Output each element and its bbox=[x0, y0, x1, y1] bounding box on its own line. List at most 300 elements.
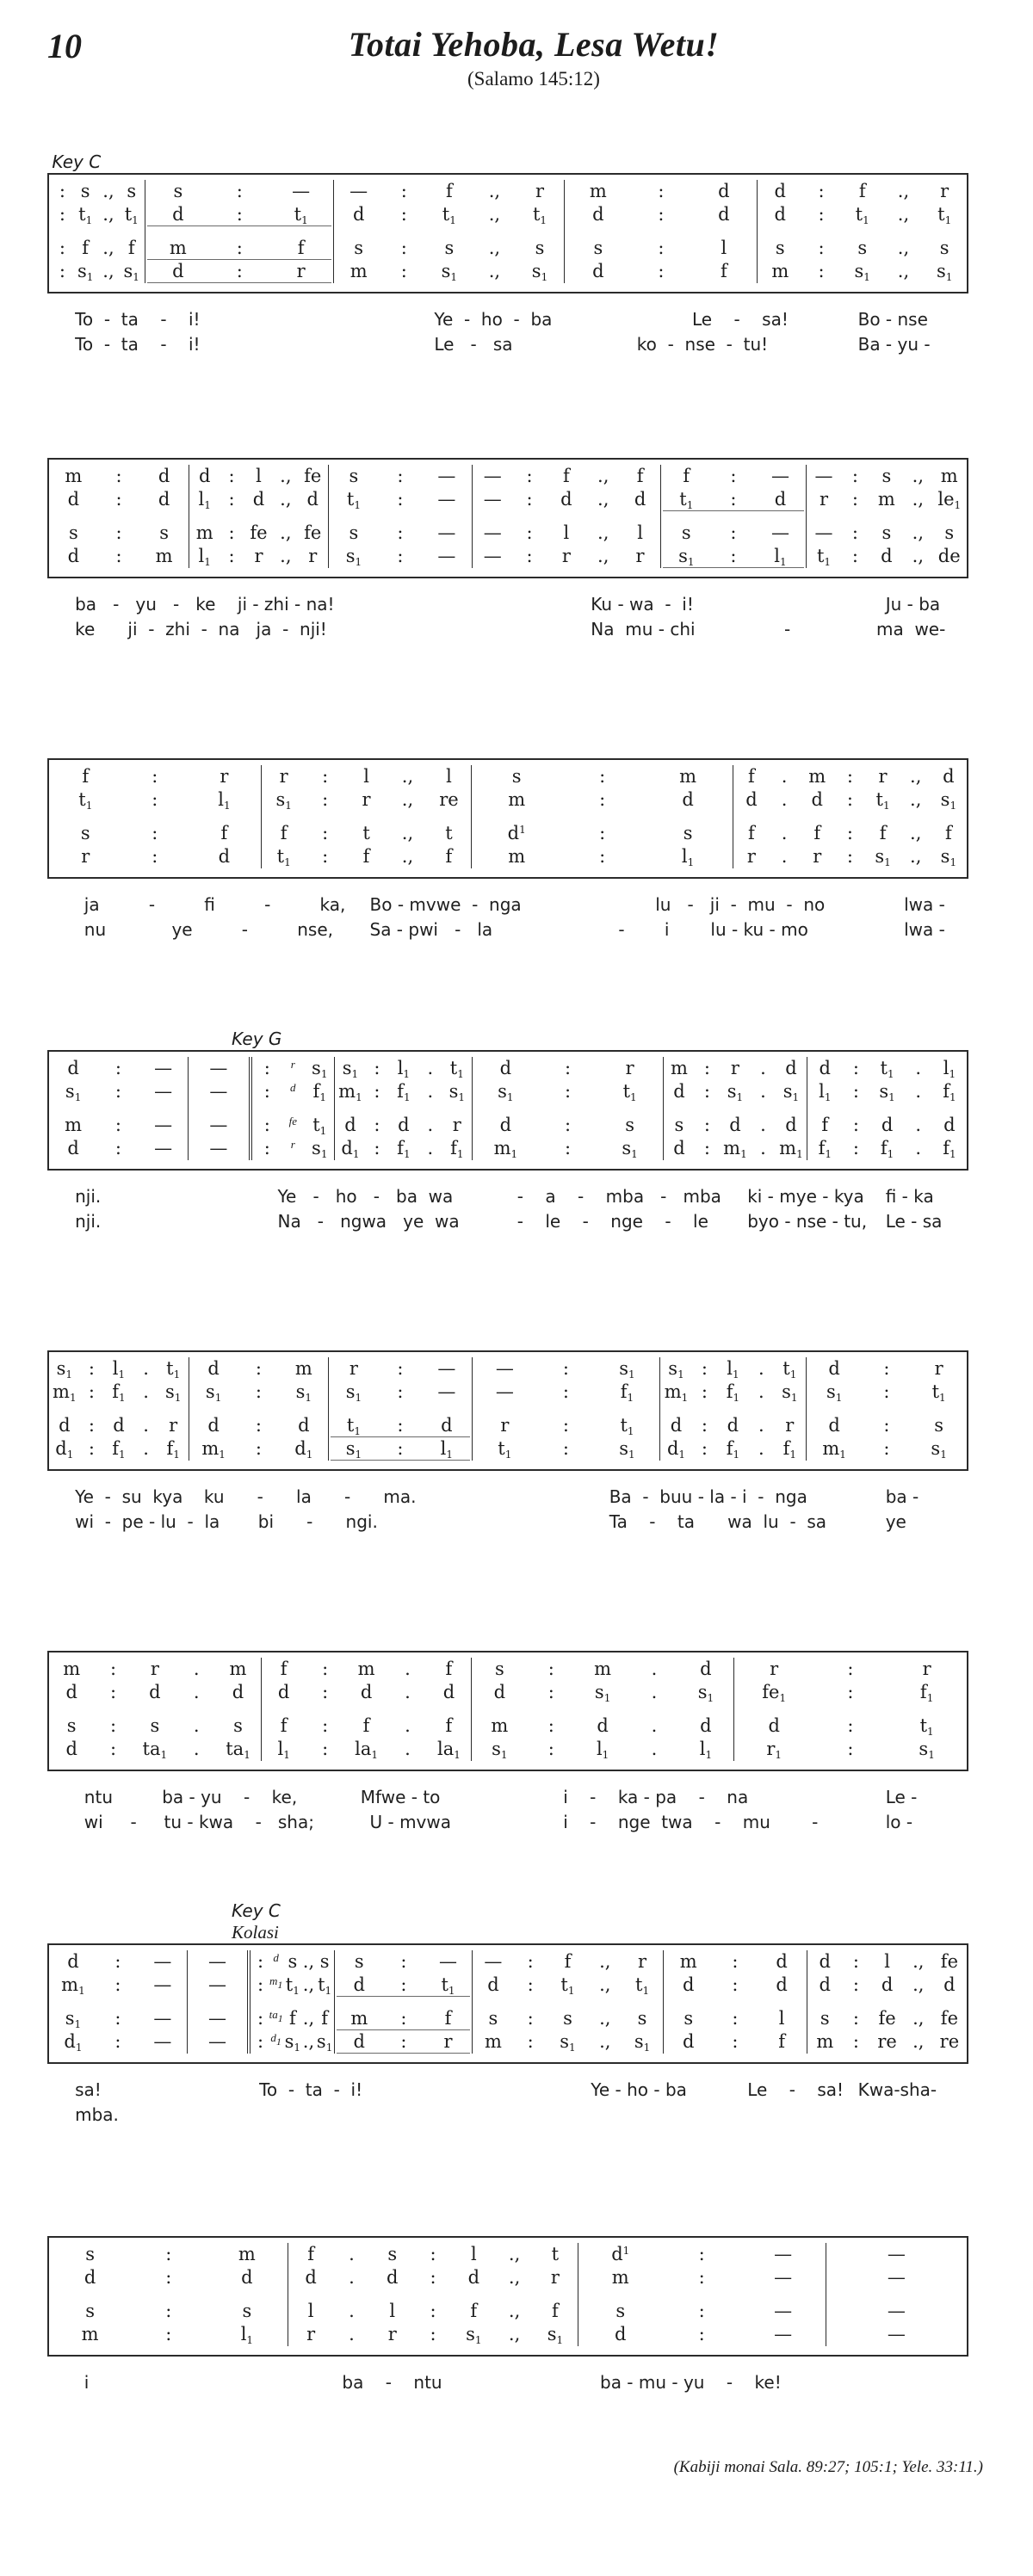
note-token: d bbox=[727, 1415, 739, 1436]
note-token: m bbox=[508, 846, 526, 867]
note-token: m bbox=[940, 466, 958, 486]
voice-row bbox=[51, 1114, 186, 1137]
voice-row bbox=[828, 2243, 965, 2266]
note-token: $s_1$ bbox=[295, 1381, 312, 1404]
note-token: : bbox=[59, 261, 65, 281]
note-token: — bbox=[770, 466, 789, 486]
note-token: t bbox=[362, 823, 370, 843]
key-signature-label: Key C bbox=[52, 151, 102, 172]
bridge-letter: r bbox=[290, 1058, 295, 1071]
note-token: f bbox=[307, 2244, 314, 2264]
note-token: : bbox=[562, 1381, 569, 1402]
note-token: — bbox=[774, 2244, 793, 2264]
note-token: f bbox=[82, 766, 90, 787]
note-token: $t_1$ bbox=[782, 1358, 797, 1381]
note-token: : bbox=[818, 261, 825, 281]
lyric-segment: ja - fi - ka, bbox=[84, 894, 346, 915]
note-token: d bbox=[442, 1682, 455, 1702]
note-token: ., bbox=[599, 1951, 611, 1972]
note-token: d bbox=[718, 181, 730, 201]
note-token: d bbox=[673, 1081, 685, 1102]
note-token: ., bbox=[897, 261, 910, 281]
note-token: d bbox=[683, 2031, 695, 2052]
note-token: s bbox=[349, 522, 359, 543]
note-token: fe bbox=[304, 466, 322, 486]
note-token: s bbox=[684, 2008, 694, 2029]
note-token: s bbox=[66, 1715, 77, 1736]
voice-row bbox=[663, 488, 804, 511]
note-token: $la_1$ bbox=[355, 1739, 378, 1761]
measure bbox=[659, 1357, 806, 1461]
note-token: d bbox=[776, 1974, 788, 1995]
key-change-bridge-note bbox=[273, 1950, 280, 1974]
note-token: m bbox=[65, 466, 83, 486]
voice-row bbox=[51, 2007, 185, 2030]
note-token: f bbox=[444, 2008, 452, 2029]
note-token: : bbox=[109, 1739, 117, 1759]
measure bbox=[660, 465, 806, 568]
note-token: . bbox=[193, 1659, 200, 1679]
key-signature-label: Key G bbox=[232, 1029, 282, 1049]
note-token: $l_1$ bbox=[774, 546, 787, 568]
note-token: ., bbox=[597, 466, 609, 486]
note-token: d bbox=[149, 1682, 161, 1702]
note-token: $le_1$ bbox=[937, 489, 962, 511]
note-token: : bbox=[599, 766, 606, 787]
note-token: f bbox=[445, 1659, 453, 1679]
note-token: d bbox=[828, 1415, 840, 1436]
note-token: ., bbox=[488, 261, 501, 281]
note-token: s bbox=[85, 2301, 95, 2321]
voice-row bbox=[51, 1714, 259, 1738]
note-token: — bbox=[484, 1951, 503, 1972]
voice-row bbox=[290, 2266, 575, 2289]
note-token: d bbox=[207, 1358, 220, 1379]
note-token: $l_1$ bbox=[727, 1358, 739, 1381]
measure bbox=[807, 1950, 967, 2054]
voice-row bbox=[736, 1681, 965, 1704]
note-token: $s_1$ bbox=[164, 1381, 182, 1404]
lyric-segment: fi - ka bbox=[885, 1186, 934, 1207]
note-token: r bbox=[254, 546, 263, 566]
note-token: d bbox=[252, 489, 265, 510]
note-token: d bbox=[881, 546, 893, 566]
voice-row bbox=[665, 1080, 806, 1103]
note-token: $s_1$ bbox=[56, 1358, 72, 1381]
note-token: d bbox=[670, 1415, 683, 1436]
voice-row bbox=[51, 1658, 259, 1681]
note-token: $s_1$ bbox=[312, 1138, 328, 1160]
note-token: f bbox=[445, 846, 453, 867]
measure bbox=[826, 2243, 967, 2346]
note-token: : bbox=[430, 2267, 436, 2288]
note-token: $l_1$ bbox=[198, 546, 211, 568]
note-token: : bbox=[564, 1115, 572, 1135]
note-token: f bbox=[748, 823, 755, 843]
note-token: $f_1$ bbox=[726, 1381, 740, 1404]
note-token: ., bbox=[912, 1974, 925, 1995]
note-token: d bbox=[158, 489, 170, 510]
notation-system bbox=[47, 1943, 968, 2064]
note-token: f bbox=[445, 181, 453, 201]
note-token: r bbox=[770, 1659, 779, 1679]
voice-row bbox=[331, 1437, 470, 1461]
lyric-segment: ku - la - ma. bbox=[203, 1486, 417, 1507]
note-token: r bbox=[878, 766, 888, 787]
note-token: : bbox=[527, 1974, 534, 1995]
note-token: d bbox=[774, 204, 786, 225]
key-change-bridge-note bbox=[270, 2030, 282, 2054]
lyric-segment: i bbox=[664, 919, 670, 940]
note-token: — bbox=[770, 522, 789, 543]
note-token: s bbox=[494, 1659, 504, 1679]
note-token: : bbox=[851, 546, 858, 566]
voice-row bbox=[809, 1114, 965, 1137]
note-token: : bbox=[397, 1415, 404, 1436]
note-token: ., bbox=[910, 823, 922, 843]
note-token: : bbox=[732, 2031, 739, 2052]
note-token: : bbox=[165, 2244, 172, 2264]
note-token: fe bbox=[250, 522, 268, 543]
measure bbox=[663, 1057, 807, 1160]
note-token: . bbox=[758, 1358, 764, 1379]
voice-row bbox=[263, 1714, 470, 1738]
note-token: $s_1$ bbox=[594, 1682, 611, 1704]
note-token: — bbox=[887, 2267, 906, 2288]
voice-row bbox=[759, 180, 965, 203]
lyric-segment: lu - ku - mo bbox=[710, 919, 808, 940]
note-token: m bbox=[484, 2031, 502, 2052]
note-token: . bbox=[651, 1715, 658, 1736]
note-token: — bbox=[292, 181, 311, 201]
lyric-segment: - le - nge - le bbox=[516, 1211, 708, 1232]
measure bbox=[247, 1950, 334, 2054]
voice-row bbox=[51, 522, 187, 545]
lyric-segment: Ye - ho - ba wa bbox=[277, 1186, 454, 1207]
note-token: ., bbox=[910, 789, 922, 810]
voice-row bbox=[808, 465, 965, 488]
note-token: d bbox=[353, 2031, 365, 2052]
note-token: m bbox=[877, 489, 895, 510]
note-token: : bbox=[114, 1081, 121, 1102]
note-token: s bbox=[881, 466, 892, 486]
note-token: d bbox=[700, 1715, 712, 1736]
voice-row bbox=[663, 545, 804, 568]
note-token: : bbox=[263, 1115, 270, 1135]
voice-row bbox=[252, 1950, 332, 1974]
note-token: : bbox=[847, 1715, 854, 1736]
note-token: : bbox=[846, 789, 853, 810]
note-token: s bbox=[683, 823, 693, 843]
note-token: d bbox=[776, 1951, 788, 1972]
note-token: : bbox=[852, 2031, 859, 2052]
note-token: s bbox=[319, 1951, 330, 1972]
lyric-segment: ma we- bbox=[876, 619, 946, 639]
note-token: s bbox=[637, 2008, 647, 2029]
note-token: : bbox=[846, 766, 853, 787]
voice-row bbox=[662, 1381, 804, 1404]
voice-row bbox=[735, 822, 965, 845]
note-token: : bbox=[400, 181, 407, 201]
note-token: . bbox=[427, 1138, 434, 1158]
note-token: ., bbox=[280, 489, 292, 510]
note-token: $s_1$ bbox=[875, 846, 891, 868]
note-token: . bbox=[143, 1381, 149, 1402]
note-token: : bbox=[374, 1081, 380, 1102]
voice-row bbox=[566, 180, 755, 203]
note-token: ., bbox=[508, 2267, 521, 2288]
note-token: ., bbox=[280, 522, 292, 543]
voice-row bbox=[51, 1357, 187, 1381]
voice-row bbox=[337, 1080, 470, 1103]
note-token: d bbox=[718, 204, 730, 225]
voice-row bbox=[254, 1057, 332, 1080]
lyric-segment: Ye - su kya bbox=[75, 1486, 183, 1507]
note-token: : bbox=[88, 1438, 95, 1459]
bridge-letter: d bbox=[290, 1081, 296, 1094]
note-token: $s_1$ bbox=[316, 2031, 333, 2054]
note-token: d bbox=[467, 2267, 480, 2288]
lyric-segment: Bo - nse bbox=[857, 309, 928, 330]
note-token: : bbox=[255, 1415, 262, 1436]
voice-row bbox=[263, 822, 470, 845]
lyric-segment: Ye - ho - ba bbox=[591, 2079, 687, 2100]
note-token: d bbox=[828, 1358, 840, 1379]
voice-row bbox=[191, 1414, 326, 1437]
note-token: $s_1$ bbox=[345, 1381, 362, 1404]
voice-row bbox=[473, 1658, 731, 1681]
key-labels bbox=[47, 1029, 968, 1050]
note-token: ., bbox=[897, 238, 910, 258]
measure bbox=[757, 180, 967, 283]
note-token: f bbox=[564, 1951, 572, 1972]
lyric-segment: Ju - ba bbox=[885, 594, 941, 615]
note-token: $s_1$ bbox=[342, 1058, 359, 1080]
note-token: . bbox=[915, 1081, 922, 1102]
note-token: m bbox=[594, 1659, 612, 1679]
voice-row bbox=[51, 237, 143, 260]
note-token: — bbox=[437, 489, 456, 510]
note-token: d bbox=[353, 1974, 365, 1995]
note-token: ., bbox=[508, 2301, 521, 2321]
lyric-segment: Na - ngwa ye wa bbox=[277, 1211, 460, 1232]
note-token: s bbox=[511, 766, 522, 787]
note-token: r bbox=[452, 1115, 461, 1135]
measure bbox=[807, 1057, 967, 1160]
lyric-segment: lwa - bbox=[904, 894, 945, 915]
note-token: $s_1$ bbox=[275, 789, 292, 812]
note-token: : bbox=[698, 2301, 705, 2321]
voice-row bbox=[337, 1950, 470, 1974]
note-token: : bbox=[397, 522, 404, 543]
note-token: . bbox=[349, 2324, 355, 2344]
note-token: : bbox=[564, 1081, 572, 1102]
note-token: $l_1$ bbox=[596, 1739, 609, 1761]
measure bbox=[472, 1057, 662, 1160]
voice-row bbox=[51, 765, 259, 788]
voice-row bbox=[189, 2007, 245, 2030]
note-token: $d_1$ bbox=[64, 2031, 83, 2054]
voice-row bbox=[474, 465, 659, 488]
lyric-segment: Ku - wa - i! bbox=[591, 594, 694, 615]
note-token: : bbox=[255, 1438, 262, 1459]
note-token: $s_1$ bbox=[854, 261, 870, 283]
note-token: d bbox=[158, 466, 170, 486]
key-signature-label: Key C bbox=[232, 1900, 281, 1921]
note-token: : bbox=[430, 2324, 436, 2344]
voice-row bbox=[336, 260, 562, 283]
note-token: ., bbox=[912, 522, 924, 543]
note-token: d bbox=[943, 1974, 956, 1995]
voice-row bbox=[663, 522, 804, 545]
note-token: : bbox=[847, 1682, 854, 1702]
note-token: : bbox=[527, 2008, 534, 2029]
note-token: . bbox=[405, 1715, 411, 1736]
key-change-bridge-note bbox=[289, 1114, 298, 1137]
note-token: $m_1$ bbox=[493, 1138, 518, 1160]
voice-row bbox=[252, 2007, 332, 2030]
measure bbox=[733, 1658, 967, 1761]
note-token: f bbox=[821, 1115, 829, 1135]
note-token: $s_1$ bbox=[826, 1381, 843, 1404]
note-token: f bbox=[636, 466, 644, 486]
note-token: d bbox=[441, 1415, 453, 1436]
note-token: f bbox=[321, 2008, 329, 2029]
note-token: r bbox=[635, 546, 645, 566]
note-token: $m_1$ bbox=[822, 1438, 846, 1461]
note-token: l bbox=[778, 2008, 785, 2029]
note-token: d bbox=[218, 846, 231, 867]
note-token: . bbox=[427, 1081, 434, 1102]
voice-row bbox=[337, 1137, 470, 1160]
note-token: ., bbox=[102, 238, 114, 258]
note-token: : bbox=[852, 1115, 859, 1135]
note-token: $f_1$ bbox=[112, 1381, 126, 1404]
note-token: r bbox=[625, 1058, 634, 1078]
note-token: d bbox=[597, 1715, 609, 1736]
note-token: fe bbox=[304, 522, 322, 543]
note-token: $m_1$ bbox=[779, 1138, 803, 1160]
voice-row bbox=[191, 1357, 326, 1381]
note-token: . bbox=[651, 1739, 658, 1759]
note-token: $m_1$ bbox=[664, 1381, 689, 1404]
voice-row bbox=[828, 2266, 965, 2289]
note-token: $s_1$ bbox=[619, 1438, 635, 1461]
note-token: $s_1$ bbox=[205, 1381, 222, 1404]
note-token: : bbox=[526, 466, 533, 486]
note-token: : bbox=[322, 1682, 329, 1702]
note-token: s bbox=[173, 181, 183, 201]
note-token: m bbox=[349, 261, 368, 281]
lyric-segment: nu ye - nse, bbox=[84, 919, 333, 940]
note-token: r bbox=[638, 1951, 647, 1972]
voice-row bbox=[474, 1974, 660, 1997]
note-token: — bbox=[153, 2008, 172, 2029]
note-token: d bbox=[398, 1115, 410, 1135]
notation-system bbox=[47, 173, 968, 293]
lyric-segment: - a - mba - mba bbox=[516, 1186, 721, 1207]
notation-system bbox=[47, 1350, 968, 1471]
note-token: $t_1$ bbox=[919, 1715, 934, 1738]
note-token: $l_1$ bbox=[112, 1358, 126, 1381]
voice-row bbox=[474, 1057, 660, 1080]
note-token: . bbox=[915, 1138, 922, 1158]
note-token: $l_1$ bbox=[218, 789, 231, 812]
note-token: d bbox=[65, 1682, 77, 1702]
note-token: — bbox=[154, 1138, 173, 1158]
note-token: . bbox=[915, 1115, 922, 1135]
note-token: d bbox=[811, 789, 823, 810]
note-token: . bbox=[143, 1438, 149, 1459]
note-token: ., bbox=[401, 823, 414, 843]
note-token: d bbox=[682, 789, 694, 810]
note-token: : bbox=[852, 1058, 859, 1078]
note-token: . bbox=[427, 1115, 434, 1135]
note-token: ., bbox=[488, 181, 501, 201]
note-token: $s_1$ bbox=[531, 261, 548, 283]
note-token: d bbox=[560, 489, 572, 510]
measure bbox=[578, 2243, 826, 2346]
lyric-segment: - bbox=[618, 919, 625, 940]
measure bbox=[471, 765, 732, 868]
note-token: : bbox=[526, 489, 533, 510]
note-token: . bbox=[760, 1058, 766, 1078]
note-token: d bbox=[113, 1415, 125, 1436]
note-token: s bbox=[80, 181, 90, 201]
voice-row bbox=[263, 1658, 470, 1681]
voice-row bbox=[51, 1950, 185, 1974]
voice-row bbox=[809, 2030, 965, 2054]
note-token: : bbox=[851, 489, 858, 510]
note-token: m bbox=[155, 546, 173, 566]
note-token: $s_1$ bbox=[678, 546, 695, 568]
note-token: : bbox=[109, 1682, 117, 1702]
note-token: f bbox=[288, 2008, 296, 2029]
note-token: $s_1$ bbox=[492, 1739, 508, 1761]
note-token: d bbox=[881, 1974, 894, 1995]
note-token: : bbox=[701, 1438, 708, 1459]
voice-row bbox=[331, 1357, 470, 1381]
note-token: s bbox=[288, 1951, 298, 1972]
note-token: s bbox=[387, 2244, 398, 2264]
note-token: l bbox=[307, 2301, 314, 2321]
scripture-reference: (Salamo 145:12) bbox=[467, 68, 600, 90]
note-token: : bbox=[236, 238, 243, 258]
lyrics bbox=[47, 307, 968, 361]
voice-row bbox=[809, 1974, 965, 1997]
note-token: . bbox=[781, 823, 788, 843]
lyric-segment: To - ta - i! bbox=[259, 2079, 363, 2100]
note-token: : bbox=[527, 2031, 534, 2052]
note-token: $s_1$ bbox=[940, 846, 957, 868]
measure bbox=[49, 465, 189, 568]
note-token: : bbox=[322, 846, 329, 867]
voice-row bbox=[189, 1950, 245, 1974]
voice-row bbox=[190, 1080, 247, 1103]
note-token: s bbox=[159, 522, 170, 543]
voice-row bbox=[252, 1974, 332, 1997]
note-token: $f_1$ bbox=[166, 1438, 180, 1461]
note-token: s bbox=[674, 1115, 684, 1135]
note-token: d bbox=[499, 1115, 512, 1135]
measure bbox=[49, 765, 261, 868]
voice-row bbox=[51, 2030, 185, 2054]
note-token: m bbox=[350, 2008, 368, 2029]
note-token: f bbox=[470, 2301, 478, 2321]
note-token: . bbox=[427, 1058, 434, 1078]
note-token: r bbox=[940, 181, 949, 201]
note-token: : bbox=[883, 1381, 890, 1402]
